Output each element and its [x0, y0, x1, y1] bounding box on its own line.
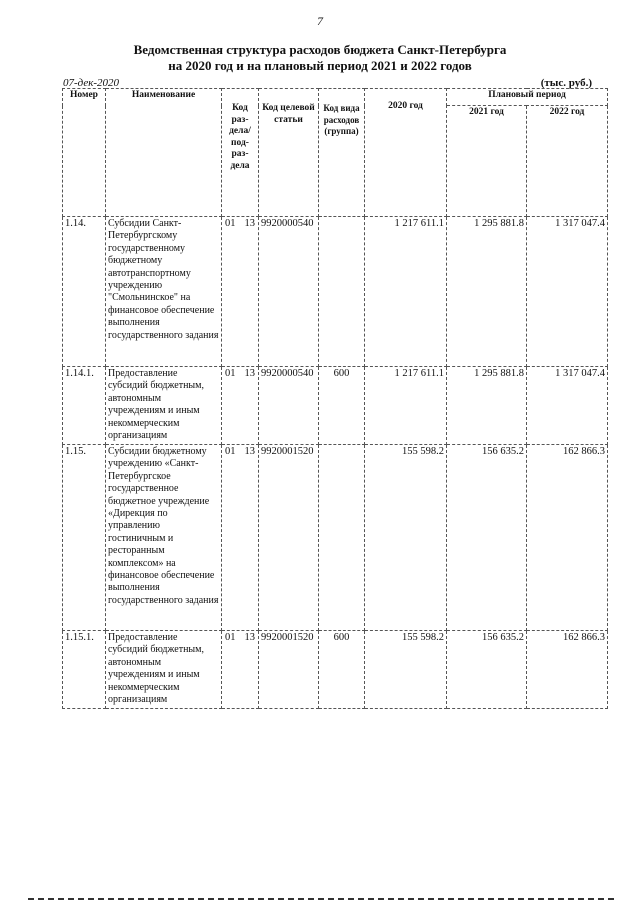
row-target-code: 9920000540: [259, 217, 319, 367]
header-name: Наименование: [106, 89, 222, 217]
row-value-2020: 1 217 611.1: [365, 367, 447, 445]
row-expense-type: 600: [319, 367, 365, 445]
row-name: Предоставление субсидий бюджетным, автономным учреждениям и иным некоммерческим организациям: [106, 367, 222, 445]
row-value-2021: 1 295 881.8: [447, 367, 527, 445]
row-razdel: 01: [225, 368, 236, 379]
table-row: [63, 631, 608, 709]
budget-table: [62, 88, 608, 709]
page-number: 7: [317, 14, 323, 28]
row-expense-type: [319, 445, 365, 631]
table-body: [63, 217, 608, 709]
row-number: 1.15.1.: [63, 631, 106, 709]
table-row: [63, 217, 608, 367]
row-target-code: 9920001520: [259, 445, 319, 631]
row-razdel: 01: [225, 218, 236, 229]
row-number: 1.14.: [63, 217, 106, 367]
row-podrazdel: 13: [244, 446, 255, 457]
header-2022: 2022 год: [527, 106, 608, 217]
row-name: Субсидии бюджетному учреждению «Санкт-Петербургское государственное бюджетное учреждение «Дирекция по управлению гостиничным и ресторанным комплексом» на финансовое обеспечение выполнения государственного задания: [106, 445, 222, 631]
title-line-2: на 2020 год и на плановый период 2021 и 2022 годов: [168, 58, 472, 73]
row-value-2021: 156 635.2: [447, 631, 527, 709]
row-section-code: [222, 445, 259, 631]
bottom-divider: [28, 898, 614, 900]
document-title: [0, 42, 640, 74]
table-row: [63, 367, 608, 445]
header-expense-type: Код вида расходов (группа): [319, 89, 365, 217]
row-value-2021: 1 295 881.8: [447, 217, 527, 367]
title-line-1: Ведомственная структура расходов бюджета Санкт-Петербурга: [133, 42, 507, 57]
row-value-2020: 155 598.2: [365, 445, 447, 631]
row-name: Предоставление субсидий бюджетным, автономным учреждениям и иным некоммерческим организациям: [106, 631, 222, 709]
row-value-2020: 155 598.2: [365, 631, 447, 709]
header-plan-period: Плановый период: [447, 89, 608, 106]
row-value-2022: 162 866.3: [527, 631, 608, 709]
row-podrazdel: 13: [244, 218, 255, 229]
units-label: (тыс. руб.): [540, 77, 592, 89]
row-number: 1.15.: [63, 445, 106, 631]
row-value-2022: 162 866.3: [527, 445, 608, 631]
header-target-code: Код целевой статьи: [259, 89, 319, 217]
row-value-2022: 1 317 047.4: [527, 367, 608, 445]
header-2021: 2021 год: [447, 106, 527, 217]
row-razdel: 01: [225, 446, 236, 457]
row-value-2020: 1 217 611.1: [365, 217, 447, 367]
row-section-code: [222, 367, 259, 445]
table-row: [63, 445, 608, 631]
row-section-code: [222, 631, 259, 709]
row-expense-type: [319, 217, 365, 367]
row-number: 1.14.1.: [63, 367, 106, 445]
header-row: [63, 89, 608, 106]
row-name: Субсидии Санкт-Петербургскому государственному бюджетному автотранспортному учреждению "Смольнинское" на финансовое обеспечение выполнения государственного задания: [106, 217, 222, 367]
row-target-code: 9920000540: [259, 367, 319, 445]
document-date: 07-дек-2020: [63, 77, 120, 89]
row-value-2021: 156 635.2: [447, 445, 527, 631]
row-section-code: [222, 217, 259, 367]
row-podrazdel: 13: [244, 632, 255, 643]
row-razdel: 01: [225, 632, 236, 643]
header-2020: 2020 год: [365, 89, 447, 217]
header-number: Номер: [63, 89, 106, 217]
row-value-2022: 1 317 047.4: [527, 217, 608, 367]
row-target-code: 9920001520: [259, 631, 319, 709]
row-podrazdel: 13: [244, 368, 255, 379]
row-expense-type: 600: [319, 631, 365, 709]
header-section-code: Код раз-дела/ под-раз-дела: [222, 89, 259, 217]
